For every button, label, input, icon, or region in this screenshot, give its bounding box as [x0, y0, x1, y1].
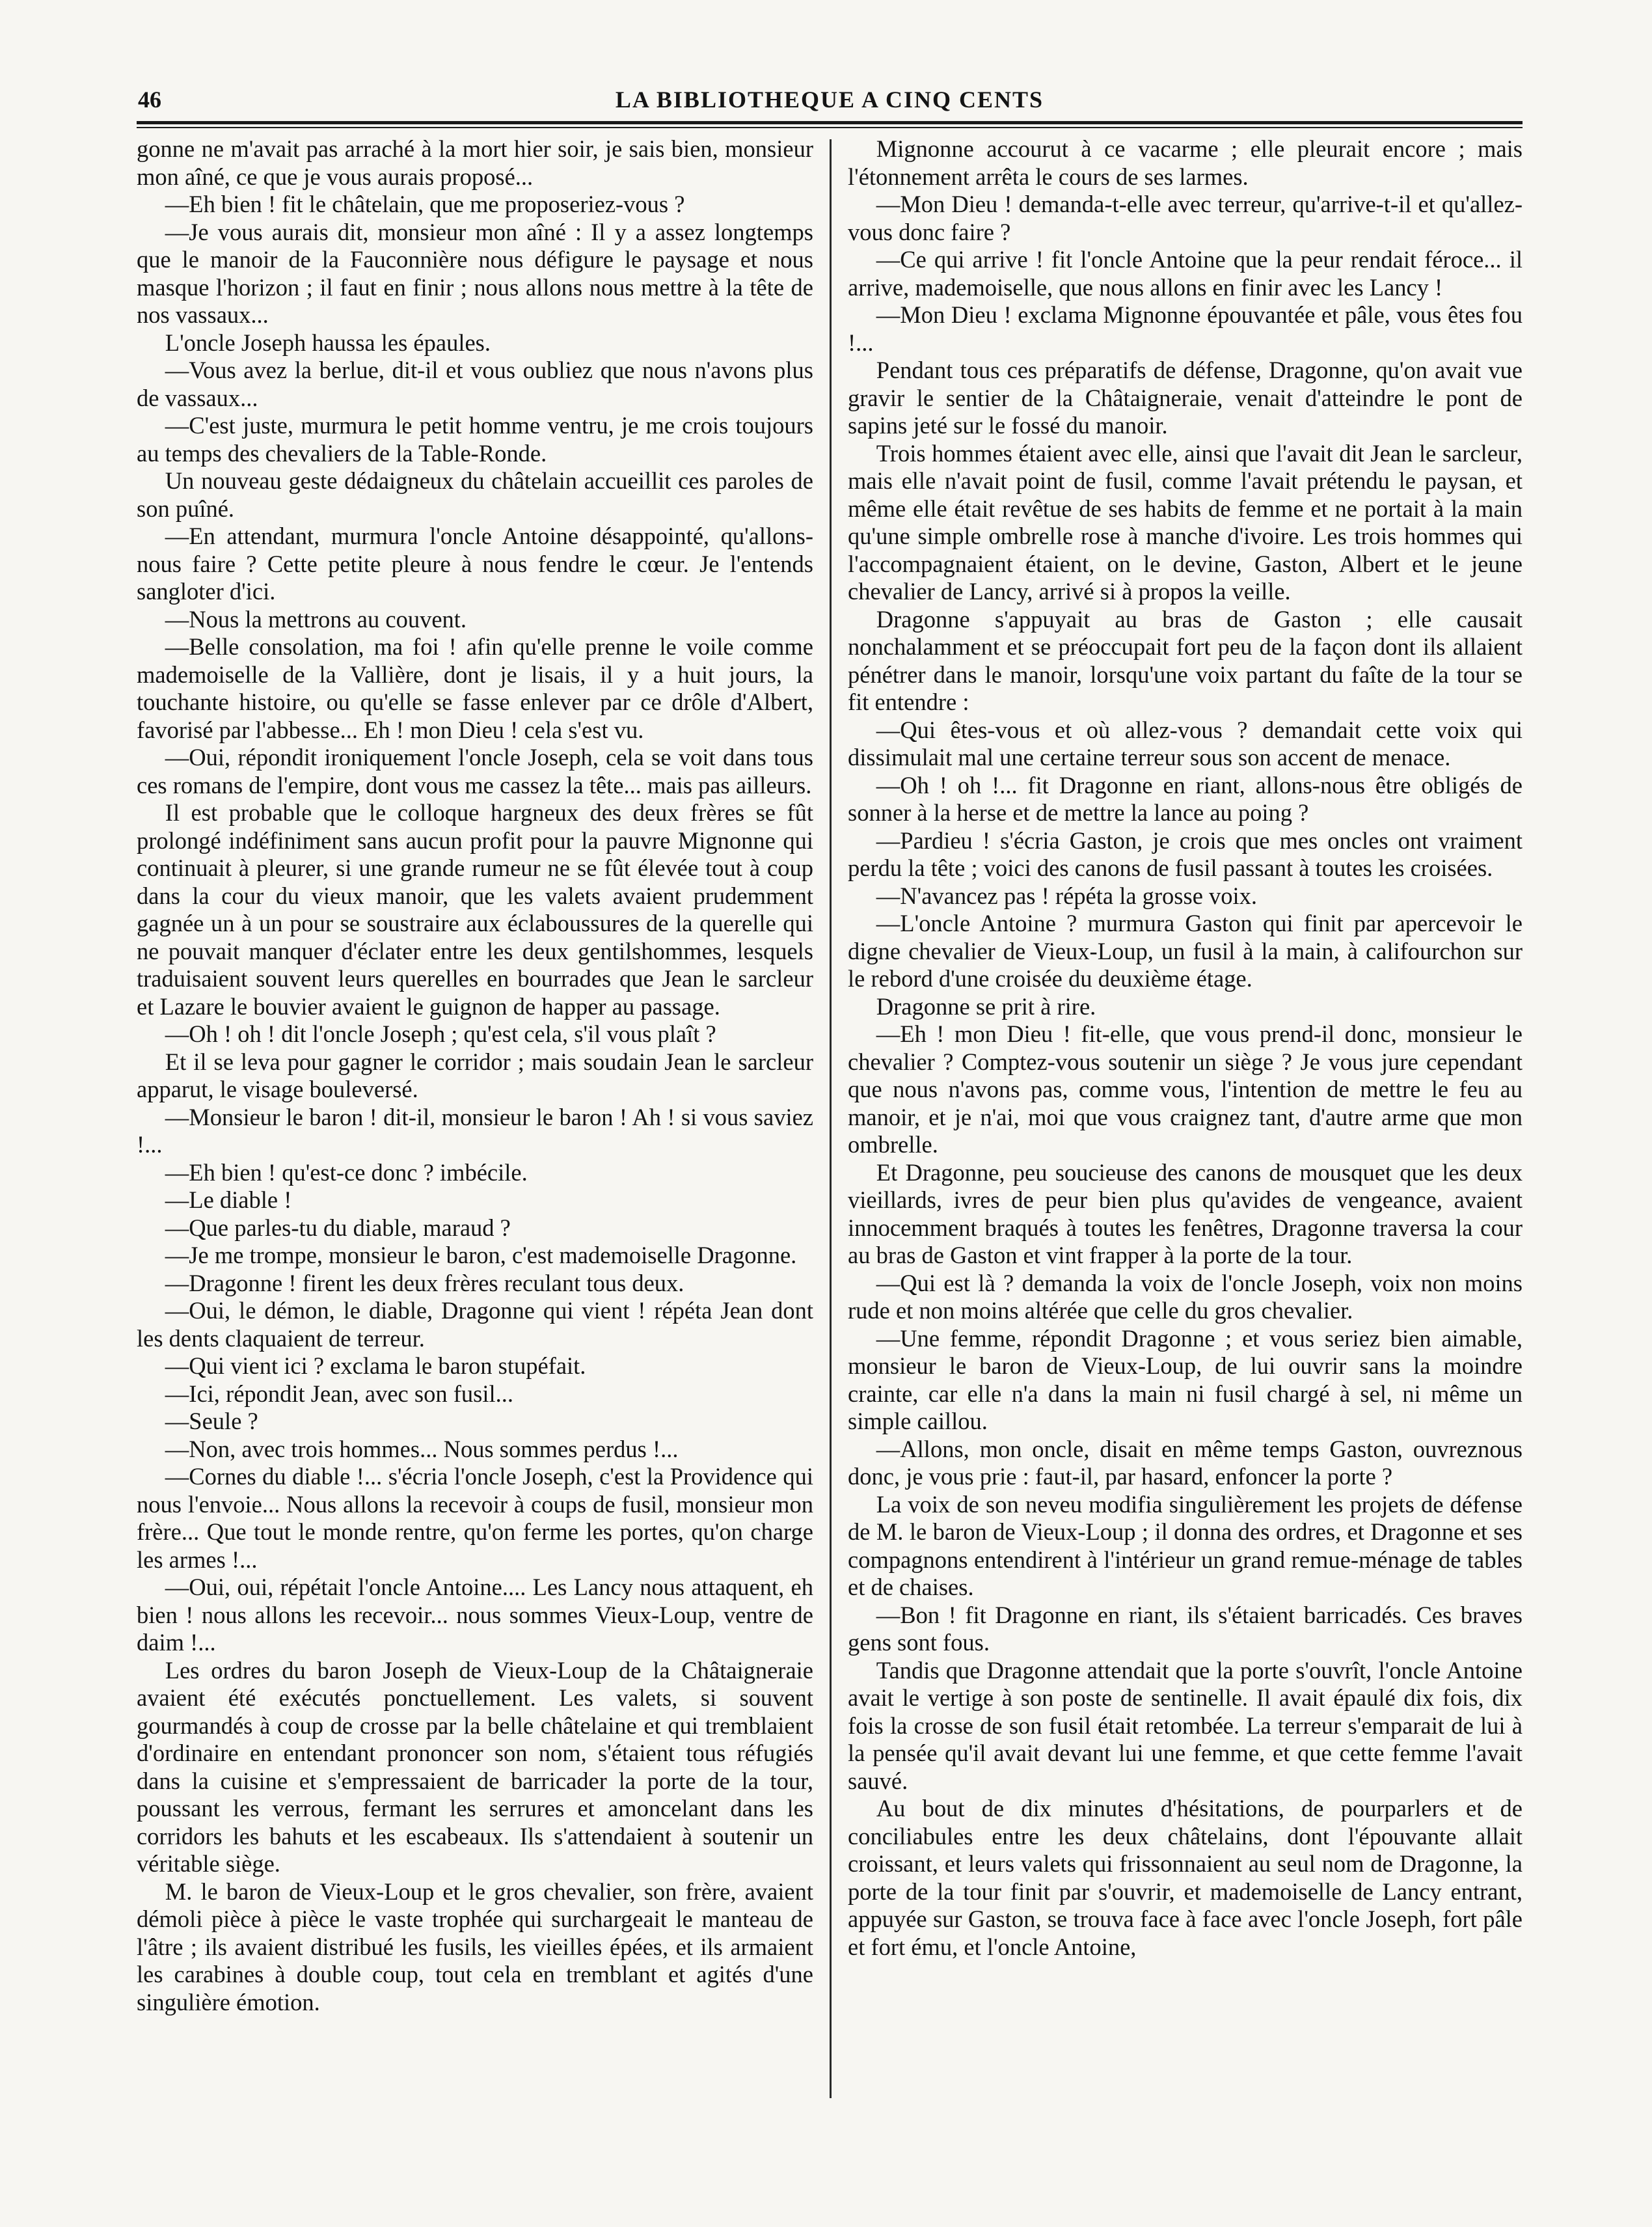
- paragraph: La voix de son neveu modifia singulièrement les projets de défense de M. le baron de Vieux-Loup ; il donna des ordres, et Dragonne et ses compagnons entendirent à l'intérieur un grand remue-ménage de tables et de chaises.: [848, 1490, 1523, 1600]
- paragraph: L'oncle Joseph haussa les épaules.: [165, 329, 491, 356]
- paragraph: Les ordres du baron Joseph de Vieux-Loup de la Châtaigneraie avaient été exécutés ponctuellement. Les valets, si souvent gourmandés à coup de crosse par la belle châtelaine et qui tremblaient d'ordinaire en entendant prononcer son nom, s'étaient tous réfugiés dans la cuisine et s'empressaient de barricader la porte de la tour, poussant les verrous, fermant les serrures et amoncelant dans les corridors les bahuts et les escabeaux. Ils s'attendaient à soutenir un véritable siège.: [137, 1656, 813, 1877]
- paragraph: —Bon ! fit Dragonne en riant, ils s'étaient barricadés. Ces braves gens sont fous.: [848, 1601, 1523, 1656]
- paragraph: Trois hommes étaient avec elle, ainsi que l'avait dit Jean le sarcleur, mais elle n'avait point de fusil, comme l'avait prétendu le paysan, et même elle était revêtue de ses habits de femme et ne portait à la main qu'une simple ombrelle rose à manche d'ivoire. Les trois hommes qui l'accompagnaient étaient, on le devine, Gaston, Albert et le jeune chevalier de Lancy, arrivé si à propos la veille.: [848, 439, 1523, 605]
- paragraph: Au bout de dix minutes d'hésitations, de pourparlers et de conciliabules entre les deux châtelains, dont l'épouvante allait croissant, et leurs valets qui frissonnaient au seul nom de Dragonne, la porte de la tour finit par s'ouvrir, et mademoiselle de Lancy entrant, appuyée sur Gaston, se trouva face à face avec l'oncle Joseph, fort pâle et fort ému, et l'oncle Antoine,: [848, 1795, 1523, 1960]
- paragraph: —Oh ! oh ! dit l'oncle Joseph ; qu'est cela, s'il vous plaît ?: [165, 1020, 716, 1047]
- paragraph: —Que parles-tu du diable, maraud ?: [165, 1214, 511, 1241]
- paragraph: —Oh ! oh !... fit Dragonne en riant, allons-nous être obligés de sonner à la herse et de mettre la lance au poing ?: [848, 771, 1523, 826]
- paragraph: Un nouveau geste dédaigneux du châtelain accueillit ces paroles de son puîné.: [137, 467, 813, 522]
- paragraph: —Eh bien ! fit le châtelain, que me proposeriez-vous ?: [165, 191, 685, 217]
- running-title: LA BIBLIOTHEQUE A CINQ CENTS: [615, 87, 1044, 113]
- paragraph: —Vous avez la berlue, dit-il et vous oubliez que nous n'avons plus de vassaux...: [137, 357, 813, 411]
- paragraph: —Ici, répondit Jean, avec son fusil...: [165, 1380, 513, 1407]
- paragraph: —Belle consolation, ma foi ! afin qu'elle prenne le voile comme mademoiselle de la Vallière, dont je lisais, il y a huit jours, la touchante histoire, ou qu'elle se fasse enlever par ce drôle d'Albert, favorisé par l'abbesse... Eh ! mon Dieu ! cela s'est vu.: [137, 633, 813, 743]
- paragraph: —Qui vient ici ? exclama le baron stupéfait.: [165, 1352, 586, 1379]
- paragraph: Tandis que Dragonne attendait que la porte s'ouvrît, l'oncle Antoine avait le vertige à son poste de sentinelle. Il avait épaulé dix fois, dix fois la crosse de son fusil était retombée. La terreur s'emparait de lui à la pensée qu'il avait devant lui une femme, et que cette femme l'avait sauvé.: [848, 1656, 1523, 1794]
- paragraph: —Qui êtes-vous et où allez-vous ? demandait cette voix qui dissimulait mal une certaine terreur sous son accent de menace.: [848, 716, 1523, 771]
- paragraph: —Seule ?: [165, 1408, 258, 1434]
- header-rule-thick: [137, 121, 1523, 124]
- header-rule-thin: [137, 127, 1523, 128]
- paragraph: —Monsieur le baron ! dit-il, monsieur le baron ! Ah ! si vous saviez !...: [137, 1103, 813, 1158]
- paragraph: —L'oncle Antoine ? murmura Gaston qui finit par apercevoir le digne chevalier de Vieux-Loup, un fusil à la main, à califourchon sur le rebord d'une croisée du deuxième étage.: [848, 910, 1523, 992]
- paragraph: gonne ne m'avait pas arraché à la mort hier soir, je sais bien, monsieur mon aîné, ce que je vous aurais proposé...: [137, 135, 813, 190]
- right-column: [848, 135, 1523, 1961]
- paragraph: —Nous la mettrons au couvent.: [165, 605, 467, 633]
- paragraph: Et Dragonne, peu soucieuse des canons de mousquet que les deux vieillards, ivres de peur bien plus qu'avides de vengeance, avaient innocemment braqués à toutes les fenêtres, Dragonne traversa la cour au bras de Gaston et vint frapper à la porte de la tour.: [848, 1158, 1523, 1268]
- paragraph: —Ce qui arrive ! fit l'oncle Antoine que la peur rendait féroce... il arrive, mademoiselle, que nous allons en finir avec les Lancy !: [848, 246, 1523, 301]
- paragraph: —N'avancez pas ! répéta la grosse voix.: [876, 882, 1258, 909]
- paragraph: —Mon Dieu ! demanda-t-elle avec terreur, qu'arrive-t-il et qu'allez-vous donc faire ?: [848, 191, 1523, 245]
- paragraph: —Je vous aurais dit, monsieur mon aîné : Il y a assez longtemps que le manoir de la Fauconnière nous défigure le paysage et nous masque l'horizon ; il faut en finir ; nous allons nous mettre à la tête de nos vassaux...: [137, 218, 813, 328]
- paragraph: —Mon Dieu ! exclama Mignonne épouvantée et pâle, vous êtes fou !...: [848, 301, 1523, 356]
- paragraph: M. le baron de Vieux-Loup et le gros chevalier, son frère, avaient démoli pièce à pièce le vaste trophée qui surchargeait le manteau de l'âtre ; ils avaient distribué les fusils, les vieilles épées, et ils armaient les carabines à double coup, tout cela en tremblant et agités d'une singulière émotion.: [137, 1878, 813, 2015]
- paragraph: —Eh ! mon Dieu ! fit-elle, que vous prend-il donc, monsieur le chevalier ? Comptez-vous soutenir un siège ? Je vous jure cependant que nous n'avons pas, comme vous, l'intention de mettre le feu au manoir, et je n'ai, moi que vous craignez tant, d'autre arme que mon ombrelle.: [848, 1020, 1523, 1158]
- paragraph: —Je me trompe, monsieur le baron, c'est mademoiselle Dragonne.: [165, 1242, 797, 1268]
- paragraph: —Oui, oui, répétait l'oncle Antoine.... Les Lancy nous attaquent, eh bien ! nous allons les recevoir... nous sommes Vieux-Loup, ventre de daim !...: [137, 1574, 813, 1656]
- paragraph: —Oui, répondit ironiquement l'oncle Joseph, cela se voit dans tous ces romans de l'empire, dont vous me cassez la tête... mais pas ailleurs.: [137, 744, 813, 799]
- paragraph: —En attendant, murmura l'oncle Antoine désappointé, qu'allons-nous faire ? Cette petite pleure à nous fendre le cœur. Je l'entends sangloter d'ici.: [137, 523, 813, 605]
- paragraph: —Une femme, répondit Dragonne ; et vous seriez bien aimable, monsieur le baron de Vieux-Loup, de lui ouvrir sans la moindre crainte, car elle n'a dans la main ni fusil chargé à sel, ni même un simple caillou.: [848, 1324, 1523, 1434]
- paragraph: Et il se leva pour gagner le corridor ; mais soudain Jean le sarcleur apparut, le visage bouleversé.: [137, 1048, 813, 1102]
- paragraph: Il est probable que le colloque hargneux des deux frères se fût prolongé indéfiniment sans aucun profit pour la pauvre Mignonne qui continuait à pleurer, si une grande rumeur ne se fût élevée tout à coup dans la cour du vieux manoir, que les valets avaient prudemment gagnée un à un pour se soustraire aux éclaboussures de la querelle qui ne pouvait manquer d'éclater entre les deux gentilshommes, lesquels traduisaient souvent leurs querelles en bourrades que Jean le sarcleur et Lazare le bouvier avaient le guignon de happer au passage.: [137, 799, 813, 1020]
- paragraph: —Allons, mon oncle, disait en même temps Gaston, ouvreznous donc, je vous prie : faut-il, par hasard, enfoncer la porte ?: [848, 1435, 1523, 1490]
- left-column: [137, 135, 813, 2016]
- paragraph: Mignonne accourut à ce vacarme ; elle pleurait encore ; mais l'étonnement arrêta le cours de ses larmes.: [848, 135, 1523, 190]
- paragraph: —Oui, le démon, le diable, Dragonne qui vient ! répéta Jean dont les dents claquaient de terreur.: [137, 1297, 813, 1352]
- paragraph: —Dragonne ! firent les deux frères reculant tous deux.: [165, 1269, 684, 1296]
- paragraph: —Le diable !: [165, 1186, 292, 1213]
- paragraph: —Pardieu ! s'écria Gaston, je crois que mes oncles ont vraiment perdu la tête ; voici des canons de fusil passant à toutes les croisées.: [848, 827, 1523, 881]
- column-divider: [830, 139, 832, 2098]
- paragraph: Pendant tous ces préparatifs de défense, Dragonne, qu'on avait vue gravir le sentier de la Châtaigneraie, venait d'atteindre le pont de sapins jeté sur le fossé du manoir.: [848, 357, 1523, 439]
- paragraph: Dragonne se prit à rire.: [876, 992, 1096, 1020]
- paragraph: —Non, avec trois hommes... Nous sommes perdus !...: [165, 1435, 679, 1462]
- paragraph: —Eh bien ! qu'est-ce donc ? imbécile.: [165, 1158, 528, 1186]
- page-header: [137, 86, 1523, 118]
- paragraph: Dragonne s'appuyait au bras de Gaston ; elle causait nonchalamment et se préoccupait fort peu de la façon dont ils allaient pénétrer dans le manoir, lorsqu'une voix partant du faîte de la tour se fit entendre :: [848, 605, 1523, 715]
- paragraph: —Cornes du diable !... s'écria l'oncle Joseph, c'est la Providence qui nous l'envoie... Nous allons la recevoir à coups de fusil, monsieur mon frère... Que tout le monde rentre, qu'on ferme les portes, qu'on charge les armes !...: [137, 1463, 813, 1573]
- paragraph: —C'est juste, murmura le petit homme ventru, je me crois toujours au temps des chevaliers de la Table-Ronde.: [137, 412, 813, 467]
- page-number: 46: [138, 87, 161, 113]
- paragraph: —Qui est là ? demanda la voix de l'oncle Joseph, voix non moins rude et non moins altérée que celle du gros chevalier.: [848, 1269, 1523, 1324]
